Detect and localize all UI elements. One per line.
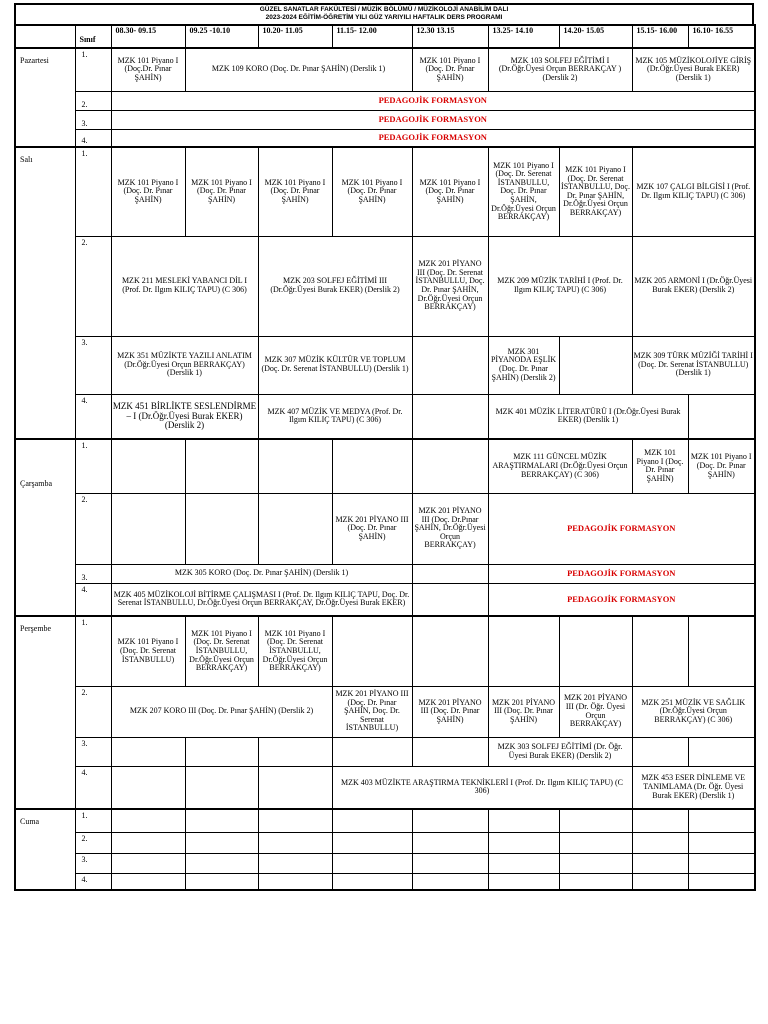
empty-cell: [632, 616, 688, 686]
empty-cell: [632, 809, 688, 832]
empty-cell: [688, 809, 755, 832]
empty-cell: [559, 853, 632, 873]
empty-cell: [632, 832, 688, 853]
pedagojik-cell: PEDAGOJİK FORMASYON: [111, 91, 755, 110]
table-row: [15, 686, 755, 737]
table-row: [15, 832, 755, 853]
empty-cell: [258, 439, 332, 493]
empty-cell: [258, 766, 332, 809]
empty-cell: [185, 809, 258, 832]
day-label-carsamba: Çarşamba: [15, 439, 75, 616]
class-label: 3.: [75, 564, 111, 583]
empty-cell: [488, 853, 559, 873]
pedagojik-cell: PEDAGOJİK FORMASYON: [111, 129, 755, 147]
table-row: [15, 766, 755, 809]
course-cell: MZK 401 MÜZİK LİTERATÜRÜ I (Dr.Öğr.Üyesi Burak EKER) (Derslik 1): [488, 394, 688, 439]
empty-cell: [332, 853, 412, 873]
class-label: 2.: [75, 91, 111, 110]
course-cell: MZK 453 ESER DİNLEME VE TANIMLAMA (Dr. Öğr. Üyesi Burak EKER) (Derslik 1): [632, 766, 755, 809]
empty-cell: [185, 832, 258, 853]
course-cell: MZK 207 KORO III (Doç. Dr. Pınar ŞAHİN) (Derslik 2): [111, 686, 332, 737]
column-header-time-1: 08.30- 09.15: [111, 25, 185, 48]
course-cell: MZK 451 BİRLİKTE SESLENDİRME – I (Dr.Öğr.Üyesi Burak EKER) (Derslik 2): [111, 394, 258, 439]
empty-cell: [111, 873, 185, 890]
empty-cell: [258, 737, 332, 766]
class-label: 4.: [75, 129, 111, 147]
document-header: [14, 3, 754, 24]
empty-cell: [332, 832, 412, 853]
table-row: [15, 737, 755, 766]
empty-cell: [559, 832, 632, 853]
column-header-time-6: 13.25- 14.10: [488, 25, 559, 48]
empty-cell: [258, 873, 332, 890]
day-label-cuma: Cuma: [15, 809, 75, 890]
course-cell: MZK 205 ARMONİ I (Dr.Öğr.Üyesi Burak EKER) (Derslik 2): [632, 236, 755, 336]
empty-cell: [488, 809, 559, 832]
empty-cell: [559, 809, 632, 832]
pedagojik-cell: PEDAGOJİK FORMASYON: [488, 583, 755, 616]
empty-cell: [111, 766, 185, 809]
empty-cell: [412, 809, 488, 832]
course-cell: MZK 103 SOLFEJ EĞİTİMİ I (Dr.Öğr.Üyesi Orçun BERRAKÇAY ) (Derslik 2): [488, 48, 632, 91]
course-cell: MZK 301 PİYANODA EŞLİK (Doç. Dr. Pınar ŞAHİN) (Derslik 2): [488, 336, 559, 394]
empty-cell: [412, 564, 488, 583]
empty-cell: [688, 616, 755, 686]
empty-cell: [111, 493, 185, 564]
empty-cell: [185, 737, 258, 766]
course-cell: MZK 211 MESLEKİ YABANCI DİL I (Prof. Dr. Ilgım KILIÇ TAPU) (C 306): [111, 236, 258, 336]
column-header-sinif: Sınıf: [75, 25, 111, 48]
table-row: [15, 110, 755, 129]
class-label: 3.: [75, 853, 111, 873]
course-cell: MZK 101 Piyano I (Doç. Dr. Serenat İSTANBULLU, Dr.Öğr.Üyesi Orçun BERRAKÇAY): [185, 616, 258, 686]
column-header-time-2: 09.25 -10.10: [185, 25, 258, 48]
class-label: 2.: [75, 493, 111, 564]
empty-cell: [412, 853, 488, 873]
empty-cell: [412, 737, 488, 766]
empty-cell: [688, 853, 755, 873]
table-row: [15, 394, 755, 439]
course-cell: MZK 201 PİYANO III (Dr. Öğr. Üyesi Orçun BERRAKÇAY): [559, 686, 632, 737]
schedule-document: [14, 3, 754, 891]
table-row: [15, 336, 755, 394]
corner-cell: [15, 25, 75, 48]
pedagojik-cell: PEDAGOJİK FORMASYON: [488, 564, 755, 583]
empty-cell: [185, 439, 258, 493]
column-header-time-3: 10.20- 11.05: [258, 25, 332, 48]
class-label: 1.: [75, 147, 111, 236]
course-cell: MZK 101 Piyano I (Doç. Dr. Serenat İSTANBULLU, Doç. Dr. Pınar ŞAHİN, Dr.Öğr.Üyesi Orçun BERRAKÇAY): [559, 147, 632, 236]
column-header-time-4: 11.15- 12.00: [332, 25, 412, 48]
empty-cell: [111, 737, 185, 766]
empty-cell: [258, 853, 332, 873]
course-cell: MZK 201 PİYANO III (Doç. Dr. Pınar ŞAHİN): [412, 686, 488, 737]
class-label: 4.: [75, 583, 111, 616]
course-cell: MZK 101 Piyano I (Doç. Dr. Pınar ŞAHİN): [632, 439, 688, 493]
empty-cell: [412, 394, 488, 439]
empty-cell: [559, 336, 632, 394]
course-cell: MZK 109 KORO (Doç. Dr. Pınar ŞAHİN) (Derslik 1): [185, 48, 412, 91]
course-cell: MZK 101 Piyano I (Doç.Dr. Pınar ŞAHİN): [111, 48, 185, 91]
empty-cell: [632, 873, 688, 890]
course-cell: MZK 305 KORO (Doç. Dr. Pınar ŞAHİN) (Derslik 1): [111, 564, 412, 583]
pedagojik-cell: PEDAGOJİK FORMASYON: [111, 110, 755, 129]
course-cell: MZK 201 PİYANO III (Doç. Dr. Pınar ŞAHİN): [488, 686, 559, 737]
empty-cell: [111, 439, 185, 493]
table-row: [15, 853, 755, 873]
empty-cell: [185, 873, 258, 890]
empty-cell: [412, 439, 488, 493]
class-label: 4.: [75, 766, 111, 809]
empty-cell: [111, 809, 185, 832]
empty-cell: [258, 809, 332, 832]
empty-cell: [632, 853, 688, 873]
course-cell: MZK 303 SOLFEJ EĞİTİMİ (Dr. Öğr. Üyesi Burak EKER) (Derslik 2): [488, 737, 632, 766]
empty-cell: [185, 853, 258, 873]
empty-cell: [412, 583, 488, 616]
course-cell: MZK 405 MÜZİKOLOJİ BİTİRME ÇALIŞMASI I (Prof. Dr. Ilgım KILIÇ TAPU, Doç. Dr. Serenat İSTANBULLU, Dr.Öğr.Üyesi Orçun BERRAKÇAY, Dr.Öğr.Üyesi Burak EKER): [111, 583, 412, 616]
empty-cell: [185, 493, 258, 564]
course-cell: MZK 201 PİYANO III (Doç. Dr. Serenat İSTANBULLU, Doç. Dr. Pınar ŞAHİN, Dr.Öğr.Üyesi Orçun BERRAKÇAY): [412, 236, 488, 336]
class-label: 4.: [75, 394, 111, 439]
class-label: 2.: [75, 832, 111, 853]
class-label: 4.: [75, 873, 111, 890]
course-cell: MZK 309 TÜRK MÜZİĞİ TARİHİ I (Doç. Dr. Serenat İSTANBULLU) (Derslik 1): [632, 336, 755, 394]
course-cell: MZK 251 MÜZİK VE SAĞLIK (Dr.Öğr.Üyesi Orçun BERRAKÇAY) (C 306): [632, 686, 755, 737]
header-line-1: GÜZEL SANATLAR FAKÜLTESİ / MÜZİK BÖLÜMÜ / MÜZİKOLOJİ ANABİLİM DALI: [259, 6, 509, 13]
table-row: [15, 236, 755, 336]
table-row: [15, 147, 755, 236]
table-row: [15, 873, 755, 890]
table-row: [15, 91, 755, 110]
course-cell: MZK 107 ÇALGI BİLGİSİ I (Prof. Dr. Ilgım KILIÇ TAPU) (C 306): [632, 147, 755, 236]
course-cell: MZK 101 Piyano I (Doç. Dr. Pınar ŞAHİN): [111, 147, 185, 236]
course-cell: MZK 101 Piyano I (Doç. Dr. Pınar ŞAHİN): [258, 147, 332, 236]
class-label: 2.: [75, 686, 111, 737]
class-label: 3.: [75, 110, 111, 129]
empty-cell: [412, 832, 488, 853]
table-row: [15, 439, 755, 493]
class-label: 3.: [75, 737, 111, 766]
class-label: 1.: [75, 439, 111, 493]
empty-cell: [688, 873, 755, 890]
empty-cell: [258, 832, 332, 853]
table-row: [15, 809, 755, 832]
class-label: 1.: [75, 809, 111, 832]
course-cell: MZK 201 PİYANO III (Doç. Dr. Pınar ŞAHİN, Doç. Dr. Serenat İSTANBULLU): [332, 686, 412, 737]
course-cell: MZK 209 MÜZİK TARİHİ I (Prof. Dr. Ilgım KILIÇ TAPU) (C 306): [488, 236, 632, 336]
column-header-time-7: 14.20- 15.05: [559, 25, 632, 48]
empty-cell: [185, 766, 258, 809]
course-cell: MZK 105 MÜZİKOLOJİYE GİRİŞ (Dr.Öğr.Üyesi Burak EKER) (Derslik 1): [632, 48, 755, 91]
empty-cell: [111, 832, 185, 853]
course-cell: MZK 201 PİYANO III (Doç. Dr. Pınar ŞAHİN): [332, 493, 412, 564]
course-cell: MZK 407 MÜZİK VE MEDYA (Prof. Dr. Ilgım KILIÇ TAPU) (C 306): [258, 394, 412, 439]
column-header-time-9: 16.10- 16.55: [688, 25, 755, 48]
empty-cell: [332, 873, 412, 890]
empty-cell: [488, 616, 559, 686]
course-cell: MZK 101 Piyano I (Doç. Dr. Pınar ŞAHİN): [412, 147, 488, 236]
course-cell: MZK 101 Piyano I (Doç. Dr. Pınar ŞAHİN): [688, 439, 755, 493]
pedagojik-cell: PEDAGOJİK FORMASYON: [488, 493, 755, 564]
empty-cell: [258, 493, 332, 564]
course-cell: MZK 203 SOLFEJ EĞİTİMİ III (Dr.Öğr.Üyesi Burak EKER) (Derslik 2): [258, 236, 412, 336]
empty-cell: [488, 873, 559, 890]
schedule-table: [14, 24, 756, 891]
empty-cell: [559, 873, 632, 890]
class-label: 1.: [75, 48, 111, 91]
course-cell: MZK 351 MÜZİKTE YAZILI ANLATIM (Dr.Öğr.Üyesi Orçun BERRAKÇAY) (Derslik 1): [111, 336, 258, 394]
course-cell: MZK 307 MÜZİK KÜLTÜR VE TOPLUM (Doç. Dr. Serenat İSTANBULLU) (Derslik 1): [258, 336, 412, 394]
table-row: [15, 493, 755, 564]
course-cell: MZK 101 Piyano I (Doç. Dr. Serenat İSTANBULLU): [111, 616, 185, 686]
course-cell: MZK 101 Piyano I (Doç. Dr. Pınar ŞAHİN): [185, 147, 258, 236]
column-header-time-8: 15.15- 16.00: [632, 25, 688, 48]
course-cell: MZK 101 Piyano I (Doç. Dr. Serenat İSTANBULLU, Doç. Dr. Pınar ŞAHİN, Dr.Öğr.Üyesi Orçun BERRAKÇAY): [488, 147, 559, 236]
empty-cell: [688, 394, 755, 439]
course-cell: MZK 101 Piyano I (Doç. Dr. Serenat İSTANBULLU, Dr.Öğr.Üyesi Orçun BERRAKÇAY): [258, 616, 332, 686]
course-cell: MZK 101 Piyano I (Doç. Dr. Pınar ŞAHİN): [332, 147, 412, 236]
course-cell: MZK 403 MÜZİKTE ARAŞTIRMA TEKNİKLERİ I (Prof. Dr. Ilgım KILIÇ TAPU) (C 306): [332, 766, 632, 809]
day-label-pazartesi: Pazartesi: [15, 48, 75, 147]
empty-cell: [688, 832, 755, 853]
table-row: [15, 616, 755, 686]
table-row: [15, 564, 755, 583]
class-label: 1.: [75, 616, 111, 686]
empty-cell: [632, 737, 688, 766]
empty-cell: [488, 832, 559, 853]
class-label: 3.: [75, 336, 111, 394]
empty-cell: [111, 853, 185, 873]
table-row: [15, 129, 755, 147]
class-label: 2.: [75, 236, 111, 336]
column-header-time-5: 12.30 13.15: [412, 25, 488, 48]
course-cell: MZK 201 PİYANO III (Doç. Dr.Pınar ŞAHİN, Dr.Öğr.Üyesi Orçun BERRAKÇAY): [412, 493, 488, 564]
header-line-2: 2023-2024 EĞİTİM-ÖĞRETİM YILI GÜZ YARIYILI HAFTALIK DERS PROGRAMI: [265, 14, 503, 21]
empty-cell: [688, 737, 755, 766]
empty-cell: [332, 809, 412, 832]
empty-cell: [332, 737, 412, 766]
day-label-persembe: Perşembe: [15, 616, 75, 809]
empty-cell: [412, 873, 488, 890]
empty-cell: [412, 616, 488, 686]
table-row: [15, 48, 755, 91]
course-cell: MZK 101 Piyano I (Doç. Dr. Pınar ŞAHİN): [412, 48, 488, 91]
empty-cell: [412, 336, 488, 394]
header-row: [15, 25, 755, 48]
empty-cell: [559, 616, 632, 686]
empty-cell: [332, 616, 412, 686]
table-row: [15, 583, 755, 616]
course-cell: MZK 111 GÜNCEL MÜZİK ARAŞTIRMALARI (Dr.Öğr.Üyesi Orçun BERRAKÇAY) (C 306): [488, 439, 632, 493]
day-label-sali: Salı: [15, 147, 75, 439]
empty-cell: [332, 439, 412, 493]
